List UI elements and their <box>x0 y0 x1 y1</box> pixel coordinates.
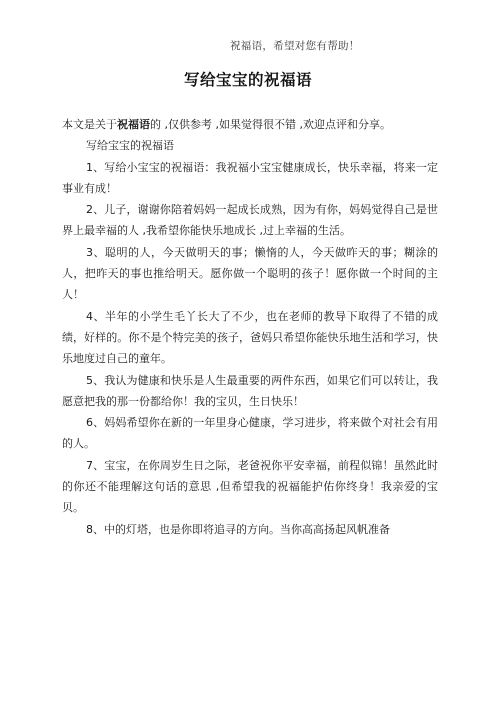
paragraph-7: 7、宝宝，在你周岁生日之际，老爸祝你平安幸福，前程似锦！虽然此时的你还不能理解这句话的意思 ,但希望我的祝福能护佑你终身！我亲爱的宝贝。 <box>62 458 438 515</box>
paragraph-1: 1、写给小宝宝的祝福语：我祝福小宝宝健康成长，快乐幸福，将来一定事业有成！ <box>62 160 438 195</box>
intro-suffix: 的 ,仅供参考 ,如果觉得很不错 ,欢迎点评和分享。 <box>150 118 391 131</box>
paragraph-4: 4、半年的小学生毛丫长大了不少，也在老师的教导下取得了不错的成绩，好样的。你不是个特完美的孩子，爸妈只希望你能快乐地生活和学习，快乐地度过自己的童年。 <box>62 309 438 366</box>
paragraph-5: 5、我认为健康和快乐是人生最重要的两件东西，如果它们可以转让，我愿意把我的那一份都给你！我的宝贝，生日快乐！ <box>62 373 438 408</box>
paragraph-2: 2、儿子，谢谢你陪着妈妈一起成长成熟，因为有你，妈妈觉得自己是世界上最幸福的人 ,我希望你能快乐地成长 ,过上幸福的生活。 <box>62 203 438 238</box>
intro-paragraph <box>62 114 438 135</box>
header-note: 祝福语，希望对您有帮助！ <box>230 40 360 52</box>
paragraph-6: 6、妈妈希望你在新的一年里身心健康，学习进步，将来做个对社会有用的人。 <box>62 416 438 451</box>
intro-prefix: 本文是关于 <box>62 118 117 131</box>
intro-keyword: 祝福语 <box>117 118 150 131</box>
document-body <box>62 114 438 540</box>
section-subtitle: 写给宝宝的祝福语 <box>86 139 174 153</box>
paragraph-8: 8、中的灯塔，也是你即将追寻的方向。当你高高扬起风帆准备 <box>86 522 390 536</box>
paragraph-3: 3、聪明的人，今天做明天的事；懒惰的人，今天做昨天的事；糊涂的人，把昨天的事也推给明天。愿你做一个聪明的孩子！愿你做一个时间的主人！ <box>62 245 438 302</box>
document-title: 写给宝宝的祝福语 <box>183 71 312 89</box>
